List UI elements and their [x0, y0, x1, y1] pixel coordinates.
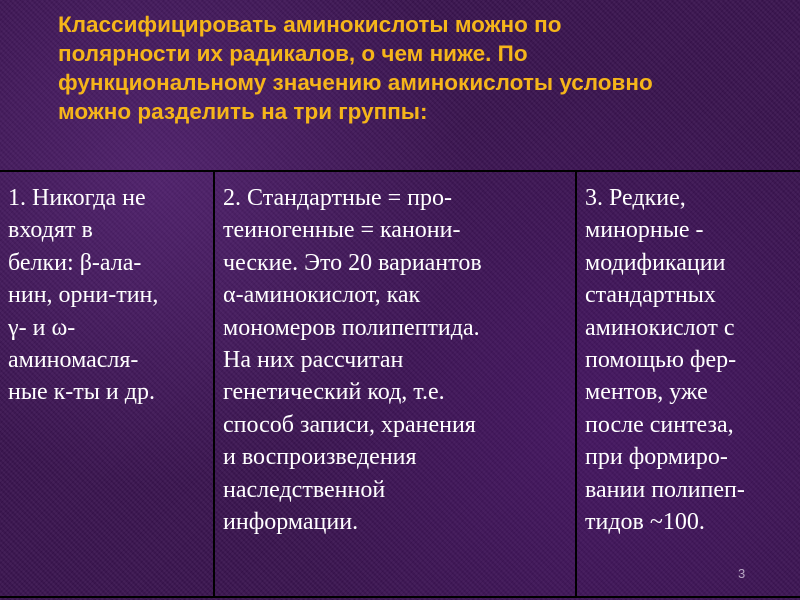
table-cell-standard: 2. Стандартные = про- теиногенные = канони- ческие. Это 20 вариантов α-аминокислот, как мономеров полипептида. На них рассчитан генетический код, т.е. способ записи, хранения и воспроизведения наследственной информации. [213, 172, 577, 596]
table-cell-never-in-proteins: 1. Никогда не входят в белки: β-ала- нин, орни-тин, γ- и ω- аминомасля- ные к-ты и др. [8, 185, 159, 406]
classification-table [0, 170, 800, 598]
table-cell-rare: 3. Редкие, минорные - модификации стандартных аминокислот с помощью фер- ментов, уже после синтеза, при формиро- вании полипеп- тидов ~100. [585, 185, 745, 536]
slide-number: 3 [738, 566, 746, 581]
slide-heading: Классифицировать аминокислоты можно по полярности их радикалов, о чем ниже. По функциональному значению аминокислоты условно можно разделить на три группы: [58, 12, 653, 124]
